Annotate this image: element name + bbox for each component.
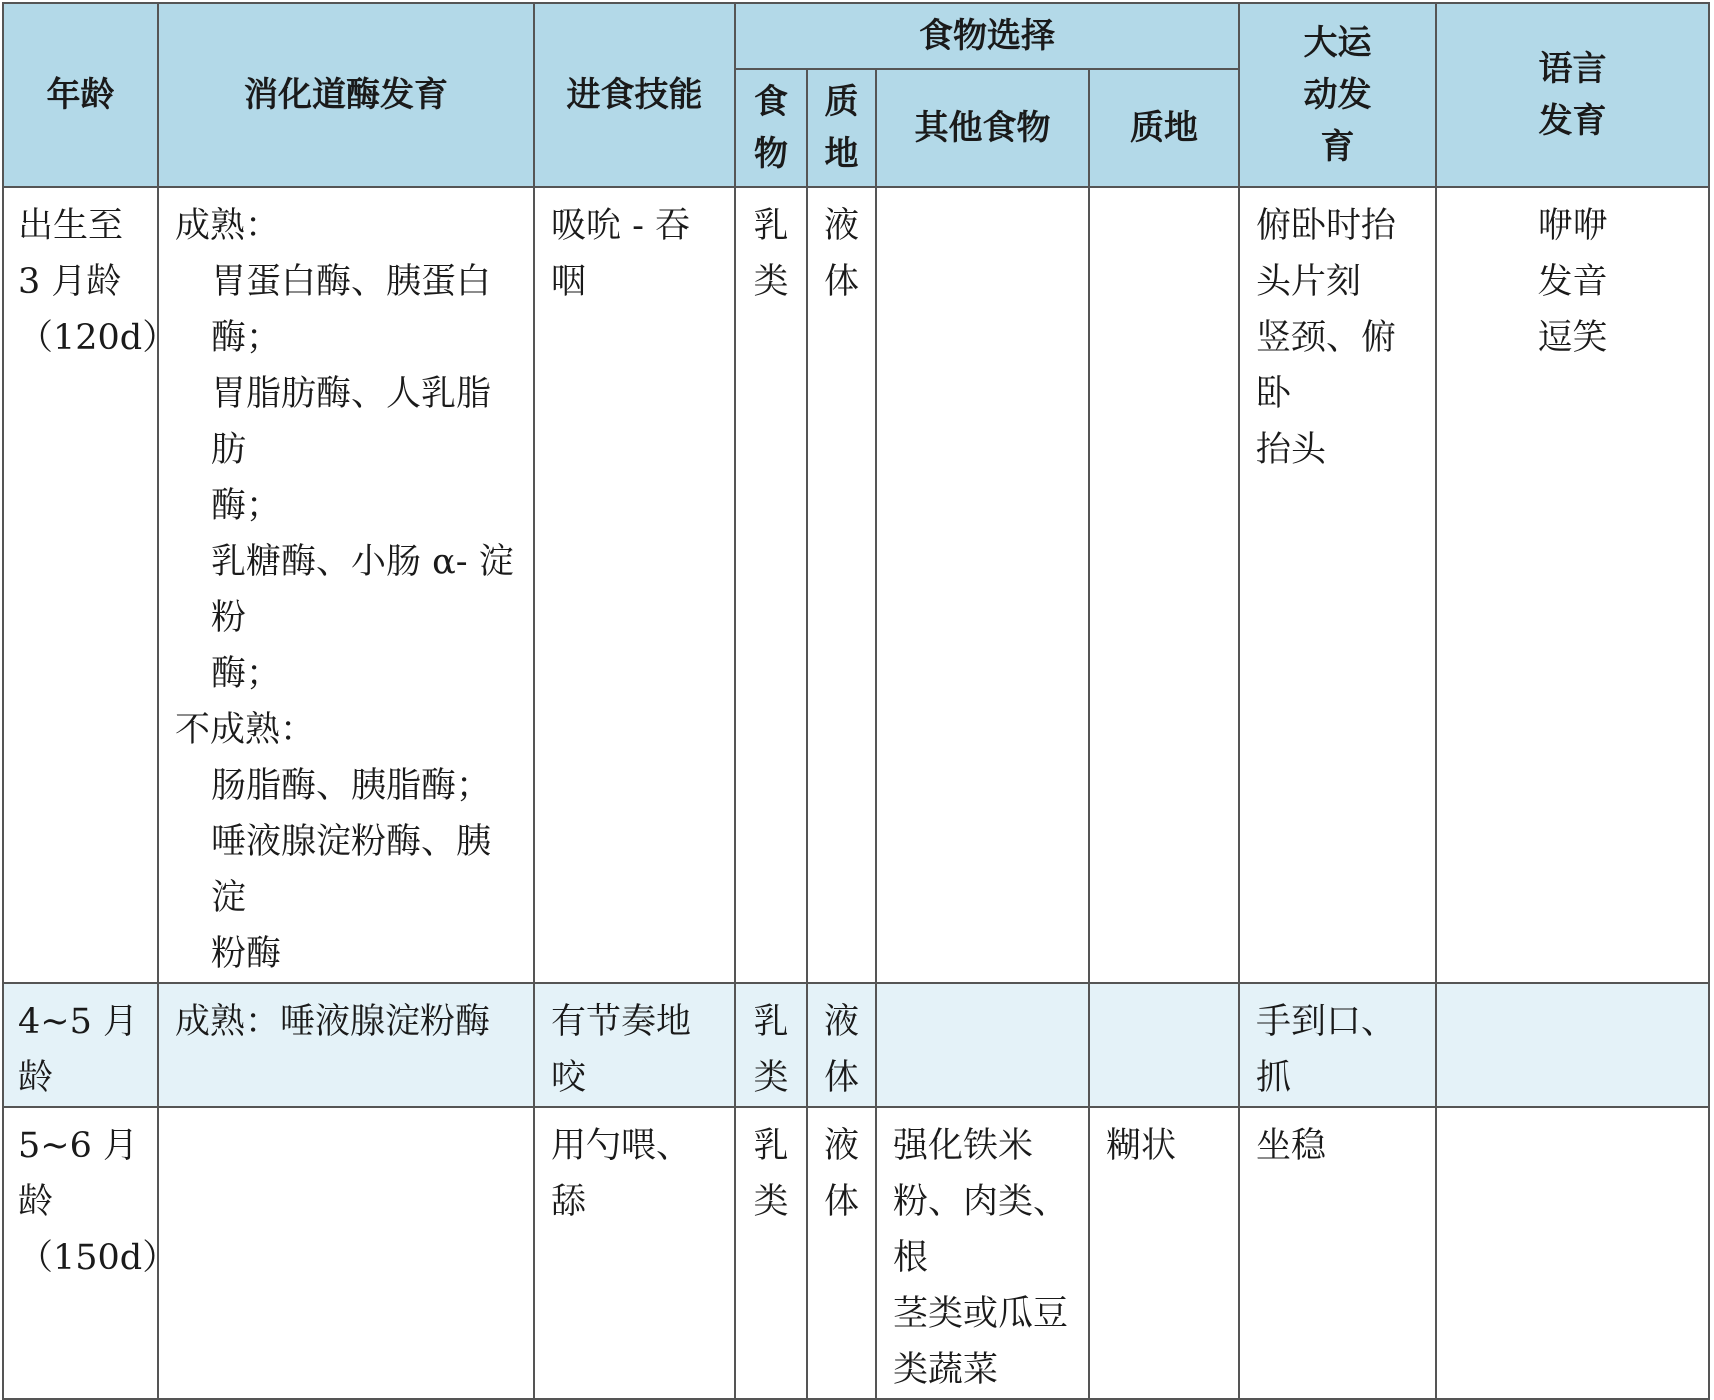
- cell-age-line: 3 月龄: [18, 262, 122, 302]
- cell-feeding-skill: [534, 983, 735, 1107]
- cell-enzyme-line: 酶；: [211, 486, 282, 526]
- cell-texture: [807, 983, 876, 1107]
- cell-texture-line: 液: [823, 1002, 859, 1042]
- cell-enzyme-line: 胃蛋白酶、胰蛋白酶；: [211, 262, 492, 358]
- header-age: 年龄: [3, 3, 158, 187]
- header-texture: [807, 69, 876, 187]
- cell-food-line: 类: [753, 262, 789, 302]
- header-language-text: 语言发育: [1538, 49, 1607, 141]
- cell-motor: [1239, 983, 1436, 1107]
- header-motor: [1239, 3, 1436, 187]
- cell-texture-line: 液: [823, 206, 859, 246]
- cell-enzyme-line: 乳糖酶、小肠 α- 淀粉: [211, 542, 514, 638]
- cell-enzyme-line: 酶；: [211, 654, 282, 694]
- cell-enzyme: [158, 983, 534, 1107]
- header-food-text: 食物: [754, 82, 788, 174]
- header-food-choice: 食物选择: [735, 3, 1239, 69]
- cell-age-line: 5~6 月龄: [18, 1126, 138, 1222]
- table-wrapper: [2, 2, 1710, 1400]
- cell-food-line: 乳: [753, 206, 789, 246]
- header-language: [1436, 3, 1709, 187]
- cell-age: [3, 983, 158, 1107]
- table-row: [3, 1107, 1709, 1399]
- cell-food: [735, 187, 807, 983]
- cell-food-line: 乳: [753, 1126, 789, 1166]
- table-row: [3, 187, 1709, 983]
- cell-other-food-line: 粉、肉类、根: [893, 1182, 1069, 1278]
- cell-enzyme-line: 不成熟：: [175, 710, 316, 750]
- cell-feeding-skill: [534, 187, 735, 983]
- cell-food-line: 类: [753, 1182, 789, 1222]
- cell-age: [3, 187, 178, 983]
- table-row: [3, 983, 1709, 1107]
- table-body: [3, 187, 1709, 1399]
- cell-age-line: （150d）: [18, 1238, 178, 1278]
- cell-language: [1436, 983, 1709, 1107]
- cell-enzyme-line: 胃脂肪酶、人乳脂肪: [211, 374, 492, 470]
- cell-feeding-skill: [534, 1107, 735, 1399]
- cell-texture-line: 体: [823, 262, 859, 302]
- infant-development-table: [2, 2, 1710, 1400]
- cell-other-texture-line: 糊状: [1106, 1126, 1177, 1166]
- cell-food-line: 类: [753, 1058, 789, 1098]
- cell-other-food-line: 茎类或瓜豆: [893, 1294, 1069, 1334]
- cell-language-line: 发音: [1537, 262, 1608, 302]
- cell-texture: [807, 1107, 876, 1399]
- cell-motor-line: 手到口、抓: [1256, 1002, 1397, 1098]
- cell-other-texture: [1089, 983, 1239, 1107]
- header-texture-text: 质地: [824, 82, 859, 174]
- cell-feeding-skill-line: 有节奏地咬: [551, 1002, 692, 1098]
- cell-enzyme-line: 唾液腺淀粉酶、胰淀: [211, 822, 492, 918]
- cell-motor: [1239, 187, 1436, 983]
- cell-enzyme-line: 成熟：: [175, 206, 281, 246]
- cell-language-line: 咿咿: [1537, 206, 1608, 246]
- cell-food-line: 乳: [753, 1002, 789, 1042]
- cell-other-food-line: 类蔬菜: [893, 1350, 999, 1390]
- header-other-texture: 质地: [1089, 69, 1239, 187]
- cell-other-texture: [1089, 187, 1239, 983]
- cell-texture-line: 体: [823, 1058, 859, 1098]
- header-feeding-skill: 进食技能: [534, 3, 735, 187]
- cell-age-line: （120d）: [18, 318, 178, 358]
- cell-other-food: [876, 983, 1089, 1107]
- cell-enzyme-line: 肠脂酶、胰脂酶；: [211, 766, 492, 806]
- header-other-food: 其他食物: [876, 69, 1089, 187]
- cell-language-line: 逗笑: [1537, 318, 1608, 358]
- cell-food: [735, 1107, 807, 1399]
- cell-texture-line: 体: [823, 1182, 859, 1222]
- cell-other-food: [876, 187, 1089, 983]
- cell-motor-line: 抬头: [1256, 430, 1327, 470]
- cell-enzyme: [158, 1107, 534, 1399]
- cell-enzyme-line: 成熟：唾液腺淀粉酶: [175, 1002, 491, 1042]
- cell-motor-line: 俯卧时抬: [1256, 206, 1397, 246]
- header-enzyme: 消化道酶发育: [158, 3, 534, 187]
- cell-feeding-skill-line: 用勺喂、舔: [551, 1126, 692, 1222]
- header-motor-text: 大运动发育: [1303, 23, 1372, 167]
- cell-language: [1436, 1107, 1709, 1399]
- cell-enzyme: [158, 187, 534, 983]
- cell-enzyme-line: 粉酶: [211, 934, 282, 974]
- cell-motor-line: 竖颈、俯卧: [1256, 318, 1397, 414]
- cell-language: [1436, 187, 1709, 983]
- cell-other-texture: [1089, 1107, 1239, 1399]
- cell-texture: [807, 187, 876, 983]
- cell-texture-line: 液: [823, 1126, 859, 1166]
- cell-other-food-line: 强化铁米: [893, 1126, 1034, 1166]
- cell-motor-line: 坐稳: [1256, 1126, 1327, 1166]
- cell-age-line: 4~5 月龄: [18, 1002, 138, 1098]
- cell-motor-line: 头片刻: [1256, 262, 1362, 302]
- cell-other-food: [876, 1107, 1089, 1399]
- cell-feeding-skill-line: 吸吮 - 吞咽: [551, 206, 691, 302]
- cell-age: [3, 1107, 178, 1399]
- header-food: [735, 69, 807, 187]
- cell-motor: [1239, 1107, 1436, 1399]
- cell-age-line: 出生至: [18, 206, 124, 246]
- cell-food: [735, 983, 807, 1107]
